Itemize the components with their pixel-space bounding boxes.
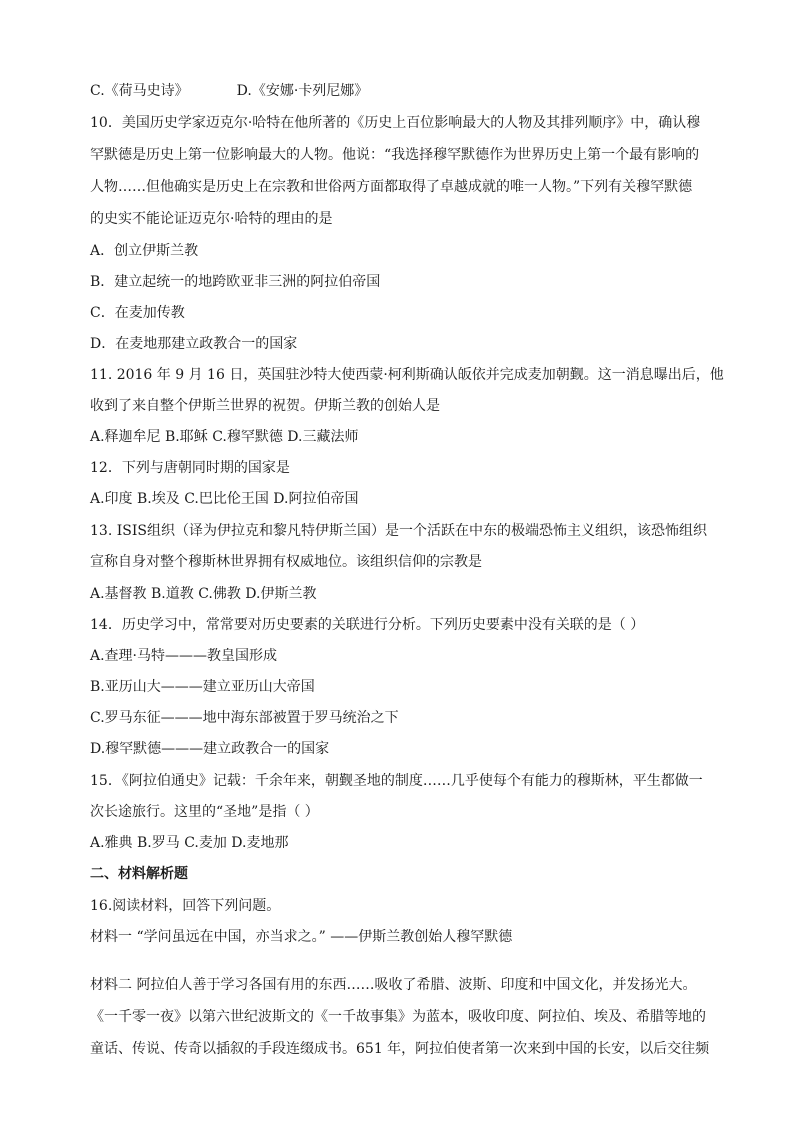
q13-stem-line-2: 宣称自身对整个穆斯林世界拥有权威地位。该组织信仰的宗教是 bbox=[90, 554, 482, 570]
q14-stem: 14．历史学习中，常常要对历史要素的关联进行分析。下列历史要素中没有关联的是（ ） bbox=[90, 617, 645, 633]
q11-options: A.释迦牟尼 B.耶稣 C.穆罕默德 D.三藏法师 bbox=[90, 429, 359, 445]
q12-options: A.印度 B.埃及 C.巴比伦王国 D.阿拉伯帝国 bbox=[90, 491, 359, 507]
q9-option-d: D.《安娜·卡列尼娜》 bbox=[236, 83, 369, 99]
q16-material-1: 材料一 “学问虽远在中国，亦当求之。” ——伊斯兰教创始人穆罕默德 bbox=[90, 929, 513, 945]
q14-option-a: A.查理·马特———教皇国形成 bbox=[90, 648, 278, 664]
section-heading: 二、材料解析题 bbox=[90, 866, 188, 882]
q10-stem-line-3: 人物……但他确实是历史上在宗教和世俗两方面都取得了卓越成就的唯一人物。”下列有关穆罕默德 bbox=[90, 179, 693, 195]
q10-option-a: A．创立伊斯兰教 bbox=[90, 243, 199, 259]
q10-stem-line-4: 的史实不能论证迈克尔·哈特的理由的是 bbox=[90, 211, 333, 227]
q10-option-d: D．在麦地那建立政教合一的国家 bbox=[90, 336, 298, 352]
q13-options: A.基督教 B.道教 C.佛教 D.伊斯兰教 bbox=[90, 586, 317, 602]
q16-material-2-line-1: 材料二 阿拉伯人善于学习各国有用的东西……吸收了希腊、波斯、印度和中国文化，并发扬光大。 bbox=[90, 977, 697, 993]
q10-stem-line-2: 罕默德是历史上第一位影响最大的人物。他说：“我选择穆罕默德作为世界历史上第一个最有影响的 bbox=[90, 147, 700, 163]
q9-option-c: C.《荷马史诗》 bbox=[90, 83, 189, 99]
q10-option-b: B．建立起统一的地跨欧亚非三洲的阿拉伯帝国 bbox=[90, 274, 381, 290]
q14-option-c: C.罗马东征———地中海东部被置于罗马统治之下 bbox=[90, 710, 399, 726]
q16-material-2-line-2: 《一千零一夜》以第六世纪波斯文的《一千故事集》为蓝本，吸收印度、阿拉伯、埃及、希腊等地的 bbox=[90, 1009, 706, 1025]
q13-stem-line-1: 13. ISIS组织（译为伊拉克和黎凡特伊斯兰国）是一个活跃在中东的极端恐怖主义组织，该恐怖组织 bbox=[90, 523, 707, 539]
q15-stem-line-2: 次长途旅行。这里的“圣地”是指（ ） bbox=[90, 804, 319, 820]
q12-stem: 12．下列与唐朝同时期的国家是 bbox=[90, 460, 290, 476]
q15-stem-line-1: 15．《阿拉伯通史》记载：千余年来，朝觐圣地的制度……几乎使每个有能力的穆斯林，平生都做一 bbox=[90, 773, 703, 789]
q10-stem-line-1: 10．美国历史学家迈克尔·哈特在他所著的《历史上百位影响最大的人物及其排列顺序》中，确认穆 bbox=[90, 115, 701, 131]
q11-stem-line-2: 收到了来自整个伊斯兰世界的祝贺。伊斯兰教的创始人是 bbox=[90, 398, 440, 414]
q11-stem-line-1: 11. 2016 年 9 月 16 日，英国驻沙特大使西蒙·柯利斯确认皈依并完成麦加朝觐。这一消息曝出后，他 bbox=[90, 367, 724, 383]
q14-option-b: B.亚历山大———建立亚历山大帝国 bbox=[90, 679, 315, 695]
q16-material-2-line-3: 童话、传说、传奇以插叙的手段连缀成书。651 年，阿拉伯使者第一次来到中国的长安，以后交往频 bbox=[90, 1041, 710, 1057]
q16-stem: 16.阅读材料，回答下列问题。 bbox=[90, 898, 281, 914]
q14-option-d: D.穆罕默德———建立政教合一的国家 bbox=[90, 741, 330, 757]
q10-option-c: C．在麦加传教 bbox=[90, 305, 185, 321]
q9-options-row bbox=[90, 81, 368, 101]
q15-options: A.雅典 B.罗马 C.麦加 D.麦地那 bbox=[90, 835, 289, 851]
